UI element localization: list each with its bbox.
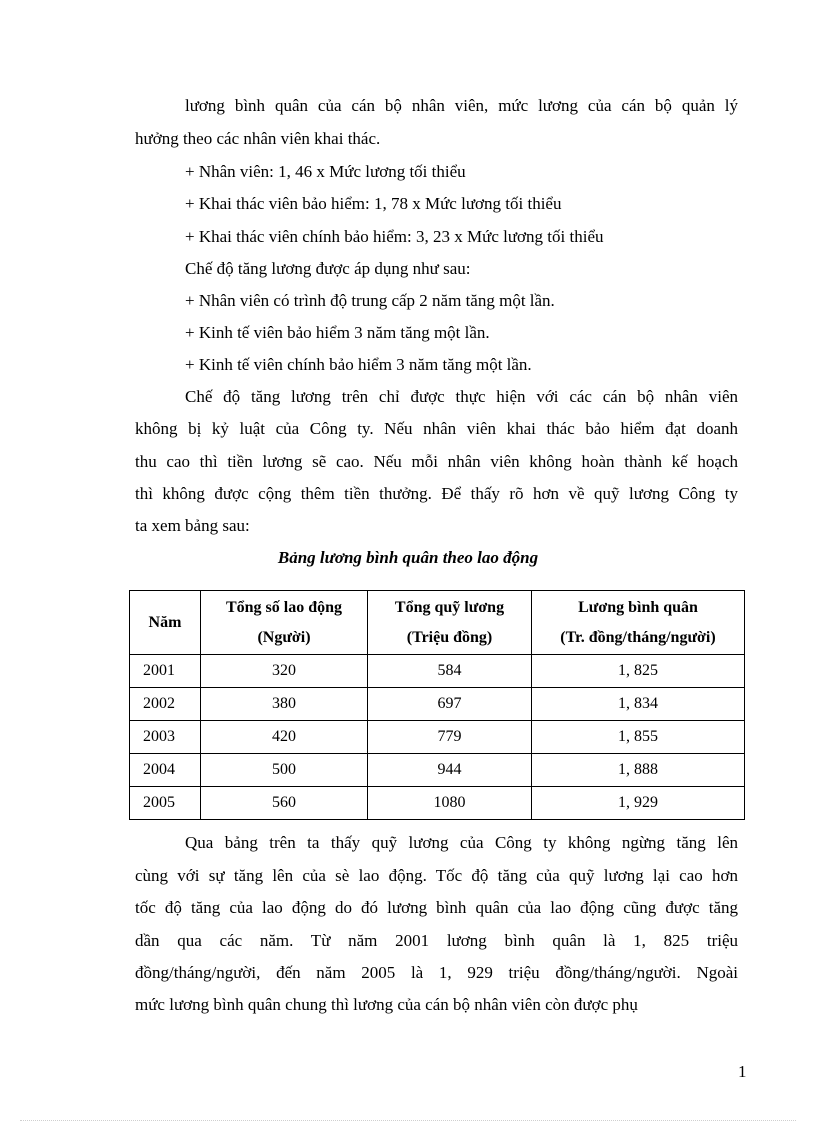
header-average-line-1: Lương bình quân [578,598,698,616]
cell-workers: 320 [201,655,368,688]
cell-fund: 779 [368,721,532,754]
page-number: 1 [738,1062,747,1081]
cell-year: 2004 [130,754,201,787]
header-fund-line-1: Tổng quỹ lương [394,598,505,616]
cell-average: 1, 834 [532,688,745,721]
paragraph-2: Chế độ tăng lương được áp dụng như sau: [185,259,471,278]
cell-year: 2003 [130,721,201,754]
cell-year: 2001 [130,655,201,688]
cell-average: 1, 855 [532,721,745,754]
paragraph-4-line-6: mức lương bình quân chung thì lương của cán bộ nhân viên còn được phụ [135,995,638,1014]
cell-workers: 500 [201,754,368,787]
paragraph-4-line-3: tốc độ tăng của lao động do đó lương bình quân của lao động cũng được tăng [135,898,738,917]
table-caption: Bảng lương bình quân theo lao động [277,548,539,567]
bullet-2: + Khai thác viên bảo hiểm: 1, 78 x Mức lương tối thiểu [185,194,562,213]
bullet-4: + Nhân viên có trình độ trung cấp 2 năm tăng một lần. [185,291,555,310]
paragraph-3-line-1: Chế độ tăng lương trên chỉ được thực hiện với các cán bộ nhân viên [185,387,738,406]
paragraph-3-line-3: thu cao thì tiền lương sẽ cao. Nếu mỗi nhân viên không hoàn thành kế hoạch [135,452,738,471]
paragraph-4-line-1: Qua bảng trên ta thấy quỹ lương của Công ty không ngừng tăng lên [185,833,738,852]
table-row [130,754,745,787]
cell-fund: 1080 [368,787,532,820]
footer-divider [20,1120,796,1121]
table-row [130,721,745,754]
cell-fund: 584 [368,655,532,688]
cell-year: 2002 [130,688,201,721]
cell-fund: 944 [368,754,532,787]
header-workers-line-1: Tổng số lao động [225,598,343,616]
cell-workers: 420 [201,721,368,754]
cell-year: 2005 [130,787,201,820]
cell-workers: 560 [201,787,368,820]
bullet-6: + Kinh tế viên chính bảo hiểm 3 năm tăng một lần. [185,355,532,374]
paragraph-3-line-4: thì không được cộng thêm tiền thưởng. Để thấy rõ hơn về quỹ lương Công ty [135,484,738,503]
paragraph-1-line-2: hưởng theo các nhân viên khai thác. [135,129,381,148]
header-workers-line-2: (Người) [257,628,311,646]
cell-workers: 380 [201,688,368,721]
table-row [130,787,745,820]
bullet-3: + Khai thác viên chính bảo hiểm: 3, 23 x Mức lương tối thiểu [185,227,604,246]
table-header-row [130,591,745,655]
header-average [532,591,745,655]
header-fund [368,591,532,655]
header-average-line-2: (Tr. đồng/tháng/người) [560,628,716,646]
cell-average: 1, 929 [532,787,745,820]
cell-average: 1, 825 [532,655,745,688]
bullet-1: + Nhân viên: 1, 46 x Mức lương tối thiểu [185,162,466,181]
header-workers [201,591,368,655]
cell-average: 1, 888 [532,754,745,787]
paragraph-4-line-2: cùng với sự tăng lên của sè lao động. Tốc độ tăng của quỹ lương lại cao hơn [135,866,738,885]
header-year: Năm [130,591,201,655]
table-row [130,688,745,721]
cell-fund: 697 [368,688,532,721]
paragraph-4-line-5: đồng/tháng/người, đến năm 2005 là 1, 929 triệu đồng/tháng/người. Ngoài [135,963,738,982]
paragraph-4-line-4: dần qua các năm. Từ năm 2001 lương bình quân là 1, 825 triệu [135,931,738,950]
header-fund-line-2: (Triệu đồng) [406,628,493,646]
salary-table [129,590,745,820]
paragraph-3-line-5: ta xem bảng sau: [135,516,250,535]
paragraph-1-line-1: lương bình quân của cán bộ nhân viên, mức lương của cán bộ quản lý [185,96,738,115]
table-row [130,655,745,688]
paragraph-3-line-2: không bị kỷ luật của Công ty. Nếu nhân viên khai thác bảo hiểm đạt doanh [135,419,738,438]
bullet-5: + Kinh tế viên bảo hiểm 3 năm tăng một lần. [185,323,490,342]
